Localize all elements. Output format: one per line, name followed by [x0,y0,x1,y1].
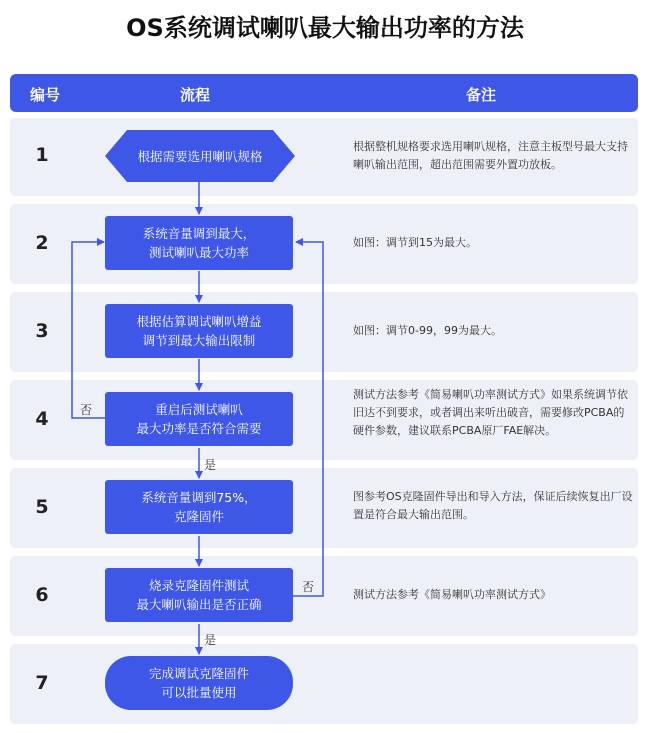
row-note: 测试方法参考《简易喇叭功率测试方式》 [353,588,551,601]
header-number: 编号 [30,86,61,104]
label-no-step-4: 否 [80,403,93,417]
row-number: 4 [35,408,49,430]
step-5-line1: 系统音量调到75%， [141,490,257,505]
row-note: 如图：调节0-99，99为最大。 [353,324,502,337]
row-number: 7 [35,672,49,694]
row-number: 3 [35,320,49,342]
step-4-box [105,392,293,446]
row-number: 2 [35,232,49,254]
row-number: 1 [35,144,49,166]
loop-4-to-2 [72,242,106,418]
step-4-line1: 重启后测试喇叭 [155,402,243,417]
row-note: 根据整机规格要求选用喇叭规格，注意主板型号最大支持喇叭输出范围，超出范围需要外置功放板。 [353,140,628,171]
step-4-line2: 最大功率是否符合需要 [136,421,262,436]
step-6-box [105,568,293,622]
step-5-box [105,480,293,534]
step-6-line1: 烧录克隆固件测试 [148,578,249,593]
step-2-box [105,216,293,270]
label-no-step-6: 否 [302,580,315,594]
step-7-line2: 可以批量使用 [161,685,237,700]
row-note: 图参考OS克隆固件导出和导入方法，保证后续恢复出厂设置是符合最大输出范围。 [353,490,633,521]
row-number: 5 [35,496,49,518]
step-1-line1: 根据需要选用喇叭规格 [137,148,263,164]
step-7-line1: 完成调试克隆固件 [148,666,249,681]
step-7-terminal [105,656,293,710]
page-title: OS系统调试喇叭最大输出功率的方法 [126,14,524,42]
step-5-line2: 克隆固件 [173,509,224,524]
step-3-box [105,304,293,358]
label-yes-step-6: 是 [204,633,217,647]
row-number: 6 [35,584,49,606]
step-3-line2: 调节到最大输出限制 [142,333,256,348]
step-6-line2: 最大喇叭输出是否正确 [136,597,262,612]
step-1-hexagon [105,130,295,182]
header-flow: 流程 [180,86,211,104]
header-note: 备注 [466,86,497,104]
row-note: 如图：调节到15为最大。 [353,236,477,249]
loop-6-to-2 [293,242,323,596]
step-3-line1: 根据估算调试喇叭增益 [136,314,262,329]
label-yes-step-4: 是 [204,458,217,472]
step-2-line2: 测试喇叭最大功率 [148,245,249,260]
step-2-line1: 系统音量调到最大， [142,226,256,241]
row-note: 测试方法参考《简易喇叭功率测试方式》如果系统调节依旧达不到要求，或者调出来听出破音，需要修改PCBA的硬件参数，建议联系PCBA原厂FAE解决。 [353,388,628,437]
